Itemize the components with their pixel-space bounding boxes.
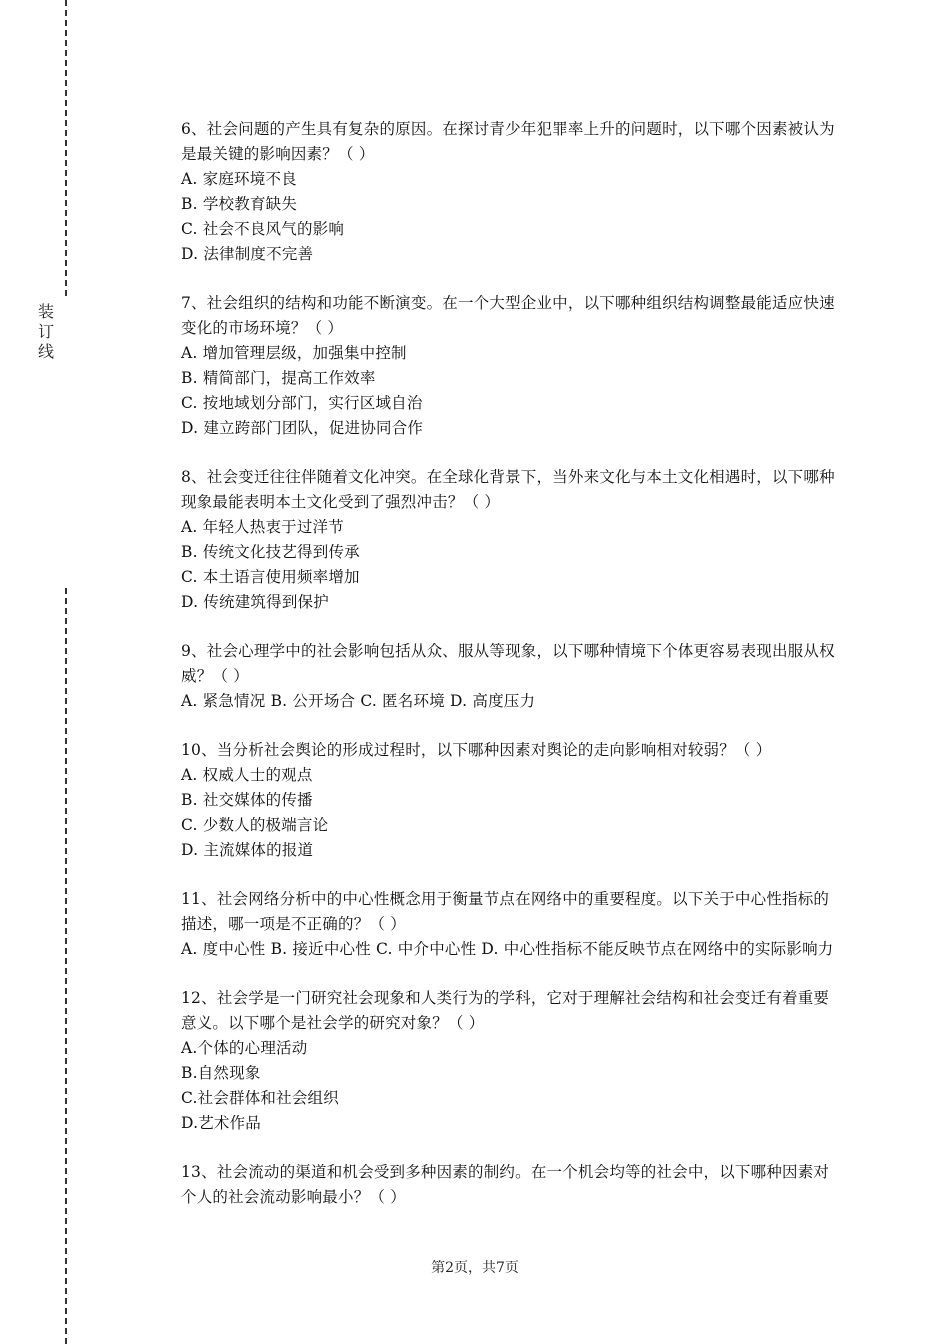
question-stem: 11、社会网络分析中的中心性概念用于衡量节点在网络中的重要程度。以下关于中心性指标的描述，哪一项是不正确的？（ ） <box>181 890 830 933</box>
option-line: A. 度中心性 B. 接近中心性 C. 中介中心性 D. 中心性指标不能反映节点在网络中的实际影响力 <box>181 940 834 958</box>
option-c: C.社会群体和社会组织 <box>181 1089 339 1107</box>
binding-dashed-line-bottom <box>65 588 67 1344</box>
question-8 <box>181 465 841 615</box>
question-stem: 9、社会心理学中的社会影响包括从众、服从等现象，以下哪种情境下个体更容易表现出服从权威？（ ） <box>181 642 835 685</box>
page-footer: 第2页，共7页 <box>431 1260 519 1276</box>
option-c: C. 社会不良风气的影响 <box>181 220 345 238</box>
option-a: A. 权威人士的观点 <box>181 766 313 784</box>
option-a: A. 增加管理层级，加强集中控制 <box>181 344 407 362</box>
option-a: A. 年轻人热衷于过洋节 <box>181 518 344 536</box>
binding-label-char: 装 <box>37 302 54 321</box>
question-11 <box>181 887 841 962</box>
question-9 <box>181 639 841 714</box>
option-d: D.艺术作品 <box>181 1114 262 1132</box>
question-13 <box>181 1160 841 1210</box>
option-b: B. 精简部门，提高工作效率 <box>181 369 376 387</box>
option-d: D. 传统建筑得到保护 <box>181 593 329 611</box>
option-b: B. 社交媒体的传播 <box>181 791 313 809</box>
option-b: B.自然现象 <box>181 1064 261 1082</box>
option-b: B. 学校教育缺失 <box>181 195 298 213</box>
question-12 <box>181 986 841 1136</box>
option-a: A.个体的心理活动 <box>181 1039 308 1057</box>
question-10 <box>181 738 841 863</box>
question-list <box>181 117 841 1234</box>
option-c: C. 按地域划分部门，实行区域自治 <box>181 394 423 412</box>
question-stem: 8、社会变迁往往伴随着文化冲突。在全球化背景下，当外来文化与本土文化相遇时，以下哪种现象最能表明本土文化受到了强烈冲击？（ ） <box>181 468 835 511</box>
question-stem: 6、社会问题的产生具有复杂的原因。在探讨青少年犯罪率上升的问题时，以下哪个因素被认为是最关键的影响因素？（ ） <box>181 120 835 163</box>
question-stem: 10、当分析社会舆论的形成过程时，以下哪种因素对舆论的走向影响相对较弱？（ ） <box>181 741 772 759</box>
question-stem: 12、社会学是一门研究社会现象和人类行为的学科，它对于理解社会结构和社会变迁有着重要意义。以下哪个是社会学的研究对象？（ ） <box>181 989 830 1032</box>
binding-label <box>36 302 56 362</box>
question-7 <box>181 291 841 441</box>
option-c: C. 本土语言使用频率增加 <box>181 568 360 586</box>
binding-dashed-line-top <box>65 0 67 296</box>
option-line: A. 紧急情况 B. 公开场合 C. 匿名环境 D. 高度压力 <box>181 692 536 710</box>
question-stem: 13、社会流动的渠道和机会受到多种因素的制约。在一个机会均等的社会中，以下哪种因素对个人的社会流动影响最小？（ ） <box>181 1163 830 1206</box>
question-6 <box>181 117 841 267</box>
option-c: C. 少数人的极端言论 <box>181 816 329 834</box>
option-a: A. 家庭环境不良 <box>181 170 297 188</box>
binding-label-char: 线 <box>37 342 54 361</box>
option-d: D. 建立跨部门团队，促进协同合作 <box>181 419 424 437</box>
binding-label-char: 订 <box>37 322 54 341</box>
option-d: D. 主流媒体的报道 <box>181 841 314 859</box>
option-b: B. 传统文化技艺得到传承 <box>181 543 360 561</box>
option-d: D. 法律制度不完善 <box>181 245 314 263</box>
question-stem: 7、社会组织的结构和功能不断演变。在一个大型企业中，以下哪种组织结构调整最能适应快速变化的市场环境？（ ） <box>181 294 835 337</box>
